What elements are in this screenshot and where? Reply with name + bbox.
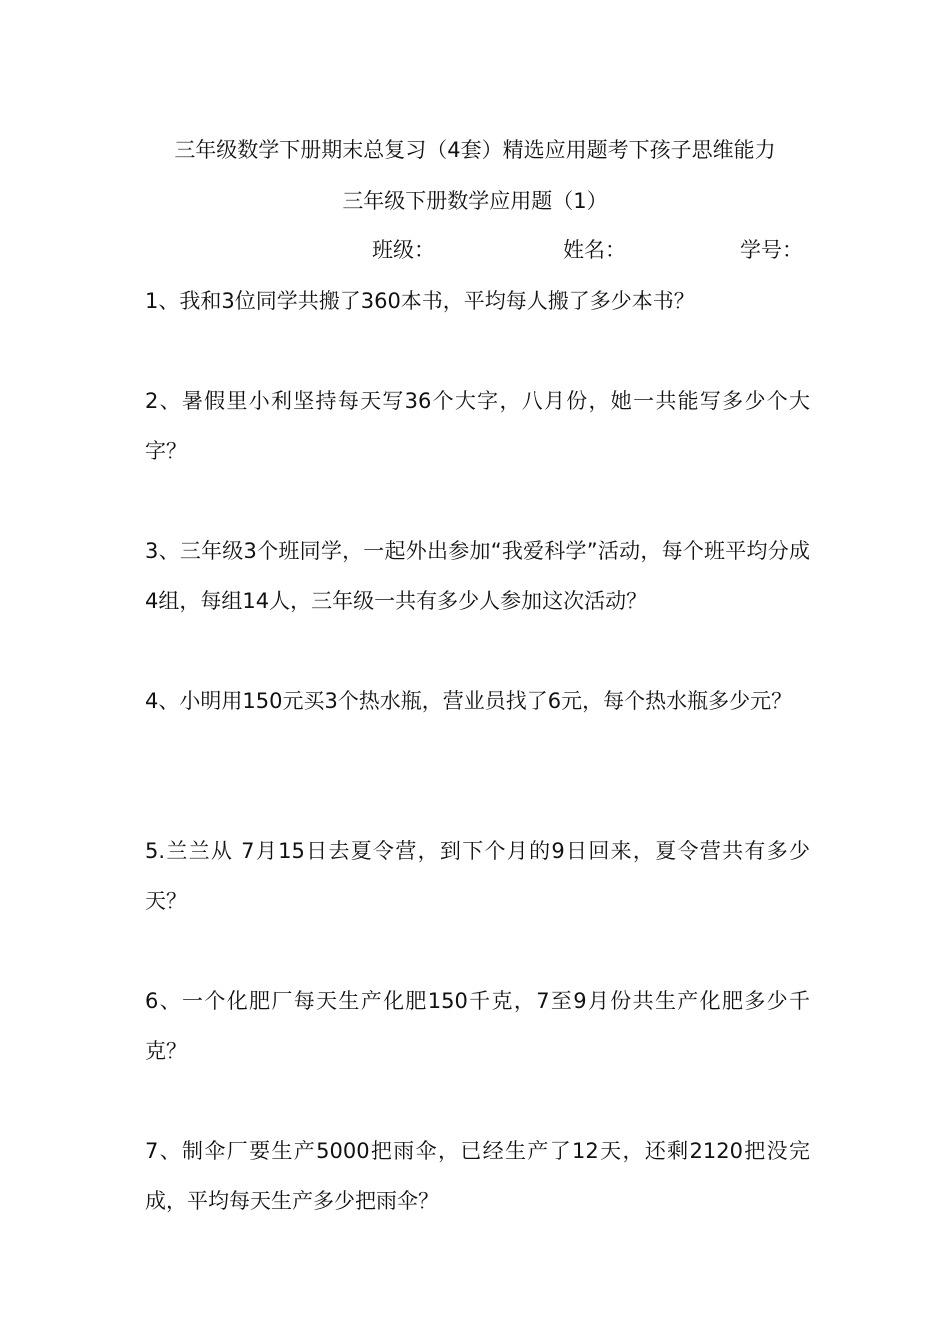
question-6: 6、一个化肥厂每天生产化肥150千克，7至9月份共生产化肥多少千克？ [145, 989, 810, 1063]
document-subtitle: 三年级下册数学应用题（1） [342, 189, 608, 213]
question-7: 7、制伞厂要生产5000把雨伞，已经生产了12天，还剩2120把没完成，平均每天生产多少把雨伞？ [145, 1139, 810, 1213]
question-3: 3、三年级3个班同学，一起外出参加“我爱科学”活动，每个班平均分成4组，每组14人，三年级一共有多少人参加这次活动？ [145, 539, 810, 613]
class-label: 班级： [372, 238, 435, 262]
question-2: 2、暑假里小利坚持每天写36个大字，八月份，她一共能写多少个大字？ [145, 389, 810, 463]
student-info-row [0, 235, 950, 265]
question-5: 5.兰兰从 7月15日去夏令营，到下个月的9日回来，夏令营共有多少天？ [145, 839, 810, 913]
document-title: 三年级数学下册期末总复习（4套）精选应用题考下孩子思维能力 [174, 138, 776, 162]
student-id-label: 学号： [740, 238, 803, 262]
name-label: 姓名： [563, 238, 626, 262]
question-1: 1、我和3位同学共搬了360本书，平均每人搬了多少本书？ [145, 289, 695, 313]
question-4: 4、小明用150元买3个热水瓶，营业员找了6元，每个热水瓶多少元？ [145, 689, 793, 713]
